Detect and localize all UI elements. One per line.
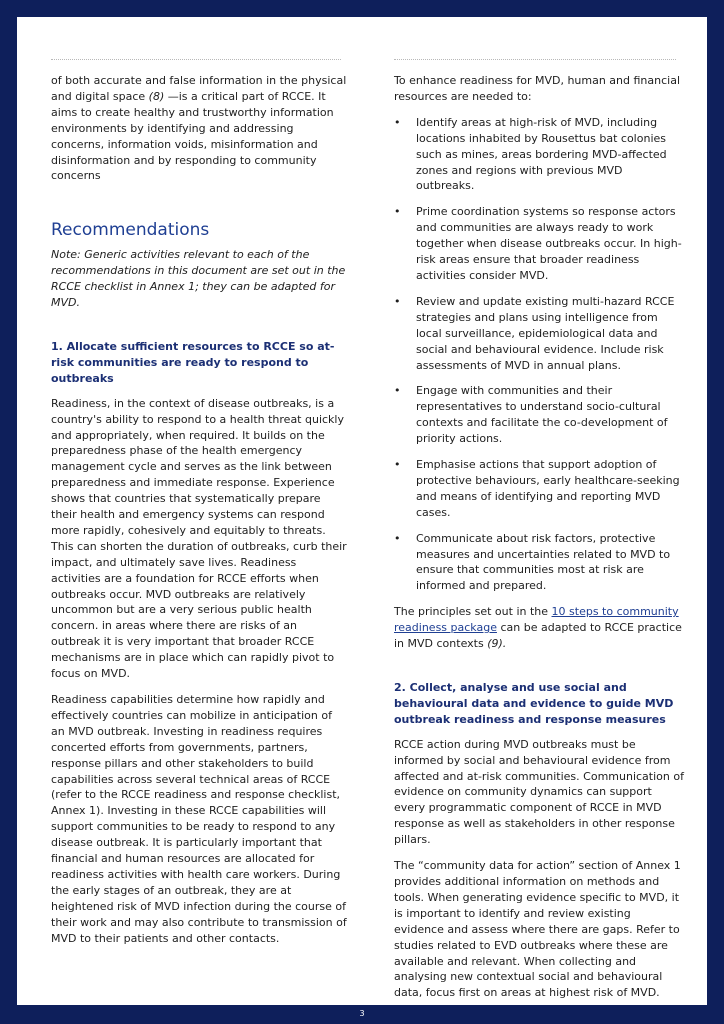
bullet-icon: • — [394, 458, 401, 472]
list-item-text: Prime coordination systems so response actors and communities are always ready to work together when disease outbreaks occur. In high-risk areas ensure that broader readiness activities consider MVD. — [416, 205, 682, 282]
document-page — [17, 17, 707, 1005]
section-2-heading: 2. Collect, analyse and use social and behavioural data and evidence to guide MVD outbreak readiness and response measures — [394, 681, 674, 726]
principles-paragraph — [394, 604, 684, 652]
bullet-icon: • — [394, 531, 401, 545]
community-data-paragraph: The “community data for action” section of Annex 1 provides additional information on methods and tools. When generating evidence specific to MVD, it is important to identify and review existing evidence and assess where there are gaps. Refer to studies related to EVD outbreaks where these are available and relevant. When collecting and analysing new contextual social and behavioural data, focus first on areas at highest risk of MVD. — [394, 859, 681, 1000]
list-item-text: Emphasise actions that support adoption of protective behaviours, early healthcare-seeking and means of identifying and reporting MVD cases. — [416, 458, 680, 519]
principles-text: The principles set out in the — [394, 605, 549, 619]
bullet-icon: • — [394, 115, 401, 129]
resources-intro: To enhance readiness for MVD, human and financial resources are needed to: — [394, 74, 681, 103]
bullet-icon: • — [394, 294, 401, 308]
list-item — [394, 457, 684, 521]
left-column — [51, 73, 347, 957]
list-item-text: Review and update existing multi-hazard RCCE strategies and plans using intelligence from local surveillance, epidemiological data and social and behavioural evidence. Include risk assessments of MVD in annual plans. — [416, 294, 675, 372]
page-number: 3 — [359, 1009, 365, 1018]
principles-text-rest: can be adapted to RCCE practice in MVD contexts — [394, 621, 682, 651]
community-readiness-link[interactable]: 10 steps to community readiness package — [394, 605, 679, 635]
bullet-icon: • — [394, 205, 401, 219]
top-divider-right — [394, 59, 676, 60]
list-item-text: Communicate about risk factors, protective measures and uncertainties related to MVD to ensure that communities most at risk are informed and prepared. — [416, 531, 671, 593]
section-1-heading: 1. Allocate sufficient resources to RCCE so at-risk communities are ready to respond to outbreaks — [51, 339, 335, 385]
intro-paragraph — [51, 73, 347, 184]
readiness-paragraph: Readiness, in the context of disease outbreaks, is a country's ability to respond to a health threat quickly and appropriately, when required. It builds on the preparedness phase of the health emergency management cycle and serves as the link between preparedness and immediate response. Experience shows that countries that systematically prepare their health and emergency systems can respond more rapidly, cohesively and equitably to threats. This can shorten the duration of outbreaks, curb their impact, and ultimately save lives. Readiness activities are a foundation for RCCE efforts when outbreaks occur. MVD outbreaks are relatively uncommon but are a very serious public health concern. in areas where there are risks of an outbreak it is very important that broader RCCE mechanisms are in place which can rapidly pivot to focus on MVD. — [51, 396, 347, 681]
intro-text-rest: —is a critical part of RCCE. It aims to create healthy and trustworthy information environments by identifying and addressing concerns, information voids, misinformation and disinformation and by responding to community concerns — [51, 89, 334, 183]
bullet-icon: • — [394, 384, 401, 398]
right-column — [394, 73, 684, 1011]
list-item — [394, 531, 684, 595]
list-item — [394, 204, 684, 284]
list-item-text: Engage with communities and their representatives to understand socio-cultural contexts and facilitate the co-development of priority actions. — [416, 384, 668, 446]
list-item — [394, 294, 684, 374]
readiness-capabilities-paragraph: Readiness capabilities determine how rapidly and effectively countries can mobilize in anticipation of an MVD outbreak. Investing in readiness requires concerted efforts from governments, partners, response pillars and other stakeholders to build capabilities across several technical areas of RCCE (refer to the RCCE readiness and response checklist, Annex 1). Investing in these RCCE capabilities will support communities to be ready to respond to any disease outbreak. It is particularly important that financial and human resources are allocated for readiness activities with health care workers. During the early stages of an outbreak, they are at heightened risk of MVD infection during the course of their work and may also contribute to transmission of MVD to their patients and other contacts. — [51, 693, 347, 945]
top-divider-left — [51, 59, 341, 60]
recommendations-heading: Recommendations — [51, 220, 210, 241]
list-item-text: Identify areas at high-risk of MVD, including locations inhabited by Rousettus bat colonies such as mines, areas bordering MVD-affected zones and regions with previous MVD outbreaks. — [416, 115, 667, 193]
resources-list — [394, 115, 684, 594]
principles-reference: (9). — [487, 637, 507, 651]
list-item — [394, 115, 684, 195]
evidence-paragraph: RCCE action during MVD outbreaks must be informed by social and behavioural evidence from affected and at-risk communities. Communication of evidence on community dynamics can support every programmatic component of RCCE in MVD response as well as stakeholders in other response pillars. — [394, 737, 684, 847]
recommendations-note: Note: Generic activities relevant to each of the recommendations in this document are set out in the RCCE checklist in Annex 1; they can be adapted for MVD. — [51, 248, 346, 310]
intro-reference: (8) — [148, 89, 165, 103]
list-item — [394, 383, 684, 447]
intro-text: of both accurate and false information in the physical and digital space — [51, 74, 347, 103]
